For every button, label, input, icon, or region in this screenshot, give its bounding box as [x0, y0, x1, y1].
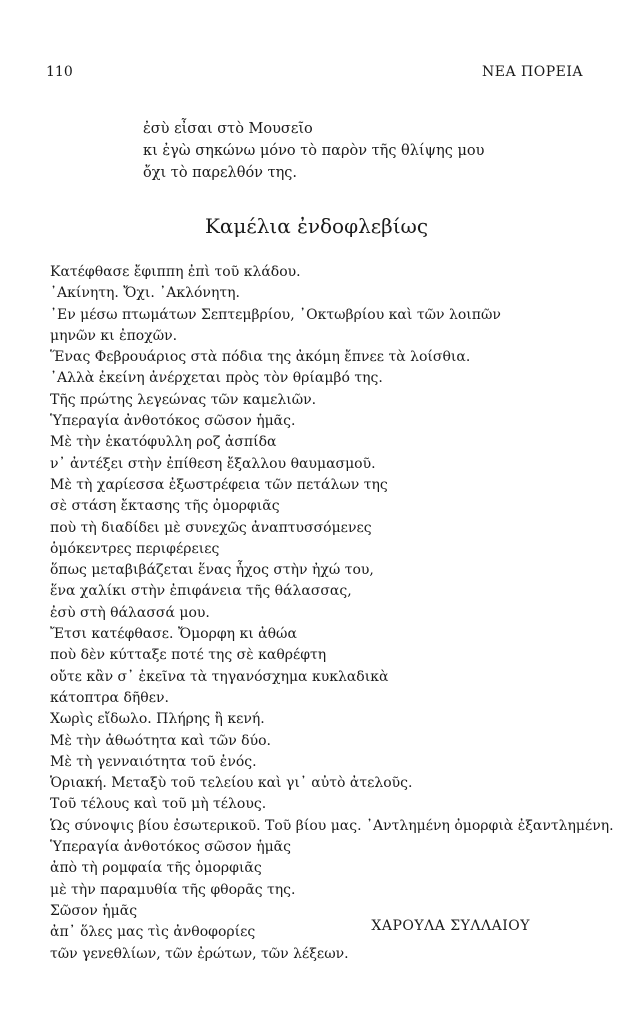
poem-line: Μὲ τὴν ἑκατόφυλλη ροζ ἀσπίδα: [50, 434, 277, 451]
poem-line: ποὺ τὴ διαδίδει μὲ συνεχῶς ἀναπτυσσόμενες: [50, 519, 372, 536]
page-number: 110: [46, 64, 73, 80]
poem-line: οὔτε κἂν σ᾿ ἐκεῖνα τὰ τηγανόσχημα κυκλαδικὰ: [50, 668, 389, 685]
poem-line: τῶν γενεθλίων, τῶν ἐρώτων, τῶν λέξεων.: [50, 945, 349, 962]
poem-line: Κατέφθασε ἔφιππη ἐπὶ τοῦ κλάδου.: [50, 264, 301, 280]
previous-poem-line: κι ἐγὼ σηκώνω μόνο τὸ παρὸν τῆς θλίψης μου: [143, 143, 485, 159]
poem-line: ᾿Εν μέσω πτωμάτων Σεπτεμβρίου, ᾿Οκτωβρίου καὶ τῶν λοιπῶν: [50, 306, 501, 323]
poem-line: σὲ στάση ἔκτασης τῆς ὀμορφιᾶς: [50, 498, 280, 515]
previous-poem-ending: [143, 118, 484, 184]
poem-line: ἐσὺ στὴ θάλασσά μου.: [50, 604, 210, 621]
running-title: ΝΕΑ ΠΟΡΕΙΑ: [482, 64, 583, 80]
poem-line: ὅπως μεταβιβάζεται ἕνας ἦχος στὴν ἠχώ του,: [50, 562, 374, 579]
poem-line: Ἔτσι κατέφθασε. Ὄμορφη κι ἀθώα: [50, 626, 297, 643]
poem-line: Χωρὶς εἴδωλο. Πλήρης ἢ κενή.: [50, 711, 265, 728]
poem-body: [50, 262, 614, 965]
poem-line: μηνῶν κι ἐποχῶν.: [50, 327, 178, 344]
poem-line: ὁμόκεντρες περιφέρειες: [50, 540, 220, 557]
poem-line: ν᾿ ἀντέξει στὴν ἐπίθεση ἔξαλλου θαυμασμοῦ.: [50, 455, 376, 472]
poem-line: ᾿Ακίνητη. Ὄχι. ᾿Ακλόνητη.: [50, 285, 240, 302]
poem-line: Τοῦ τέλους καὶ τοῦ μὴ τέλους.: [50, 796, 267, 813]
poem-line: ἀπ᾿ ὅλες μας τὶς ἀνθοφορίες: [50, 924, 256, 941]
poem-line: Μὲ τὴ χαρίεσσα ἐξωστρέφεια τῶν πετάλων της: [50, 476, 388, 493]
poem-line: ἕνα χαλίκι στὴν ἐπιφάνεια τῆς θάλασσας,: [50, 583, 352, 600]
poem-line: Ὑπεραγία ἀνθοτόκος σῶσον ἡμᾶς: [50, 839, 291, 856]
poem-line: ᾿Αλλὰ ἐκείνη ἀνέρχεται πρὸς τὸν θρίαμβό της.: [50, 370, 383, 387]
poem-line: Σῶσον ἡμᾶς: [50, 902, 138, 919]
poem-line: Ὁριακή. Μεταξὺ τοῦ τελείου καὶ γι᾿ αὐτὸ ἀτελοῦς.: [50, 775, 413, 792]
poem-line: Τῆς πρώτης λεγεώνας τῶν καμελιῶν.: [50, 391, 317, 408]
poem-line: Ἕνας Φεβρουάριος στὰ πόδια της ἀκόμη ἔπνεε τὰ λοίσθια.: [50, 349, 471, 366]
poem-line: ἀπὸ τὴ ρομφαία τῆς ὀμορφιᾶς: [50, 860, 262, 877]
poem-line: Ὡς σύνοψις βίου ἐσωτερικοῦ. Τοῦ βίου μας. ᾿Αντλημένη ὀμορφιὰ ἐξαντλημένη.: [50, 817, 614, 834]
poem-line: κάτοπτρα δῆθεν.: [50, 689, 169, 706]
poem-title: Καμέλια ἐνδοφλεβίως: [204, 214, 429, 238]
poem-line: μὲ τὴν παραμυθία τῆς φθορᾶς της.: [50, 881, 296, 898]
poem-line: Μὲ τὴν ἀθωότητα καὶ τῶν δύο.: [50, 732, 271, 749]
poem-author: ΧΑΡΟΥΛΑ ΣΥΛΛΑΙΟΥ: [371, 918, 530, 934]
poem-line: Μὲ τὴ γενναιότητα τοῦ ἑνός.: [50, 753, 257, 770]
poem-line: ποὺ δὲν κύτταξε ποτέ της σὲ καθρέφτη: [50, 647, 327, 664]
previous-poem-line: ὄχι τὸ παρελθόν της.: [143, 165, 298, 181]
previous-poem-line: ἐσὺ εἶσαι στὸ Μουσεῖο: [143, 121, 313, 137]
poem-line: Ὑπεραγία ἀνθοτόκος σῶσον ἡμᾶς.: [50, 413, 296, 430]
